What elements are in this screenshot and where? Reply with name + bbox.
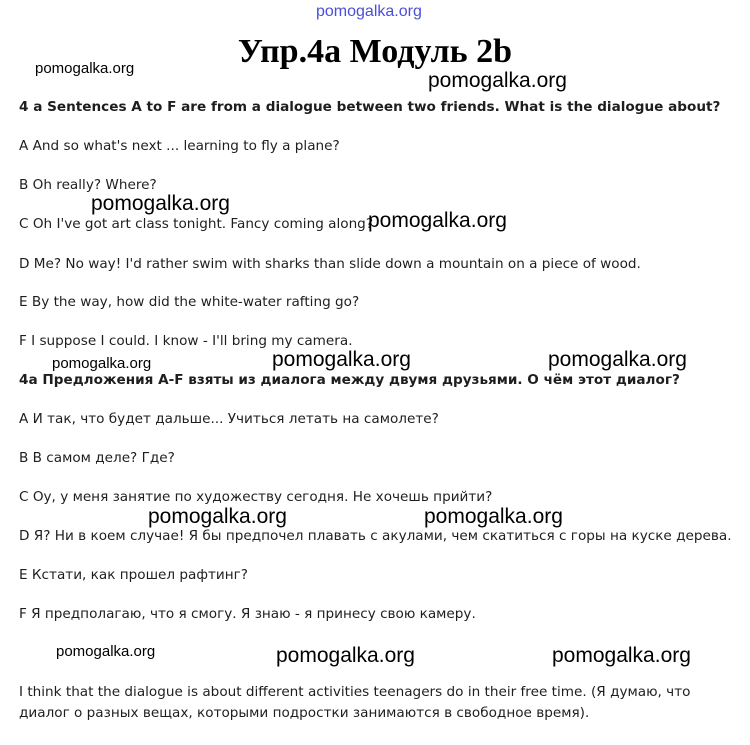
watermark: pomogalka.org (548, 348, 687, 371)
english-line-e: E By the way, how did the white-water rafting go? (19, 294, 360, 310)
english-line-c: C Oh I've got art class tonight. Fancy coming along? (19, 216, 374, 232)
russian-line-f: F Я предполагаю, что я смогу. Я знаю - я принесу свою камеру. (19, 606, 476, 622)
watermark: pomogalka.org (552, 644, 691, 667)
watermark-top: pomogalka.org (316, 3, 422, 20)
watermark: pomogalka.org (52, 355, 152, 372)
russian-line-b: B В самом деле? Где? (19, 450, 175, 466)
watermark: pomogalka.org (56, 643, 156, 660)
watermark: pomogalka.org (148, 505, 287, 528)
page-title: Упр.4а Модуль 2b (237, 33, 513, 70)
english-line-f: F I suppose I could. I know - I'll bring my camera. (19, 333, 353, 349)
russian-line-a: A И так, что будет дальше... Учиться летать на самолете? (19, 411, 439, 427)
watermark: pomogalka.org (35, 60, 135, 77)
russian-line-e: E Кстати, как прошел рафтинг? (19, 567, 248, 583)
answer-paragraph: I think that the dialogue is about different activities teenagers do in their free time. (Я думаю, что диалог о разных вещах, которыми подростки занимаются в свободное время). (19, 684, 691, 721)
watermark: pomogalka.org (276, 644, 415, 667)
watermark: pomogalka.org (424, 505, 563, 528)
russian-line-d: D Я? Ни в коем случае! Я бы предпочел плавать с акулами, чем скатиться с горы на куске дерева. (19, 528, 732, 544)
english-line-a: A And so what's next ... learning to fly a plane? (19, 138, 340, 154)
watermark: pomogalka.org (428, 69, 567, 92)
english-heading: 4 a Sentences A to F are from a dialogue between two friends. What is the dialogue about? (19, 99, 721, 115)
english-line-b: B Oh really? Where? (19, 177, 157, 193)
russian-heading: 4a Предложения A-F взяты из диалога между двумя друзьями. О чём этот диалог? (19, 372, 680, 388)
watermark: pomogalka.org (272, 348, 411, 371)
watermark: pomogalka.org (91, 192, 230, 215)
watermark: pomogalka.org (368, 209, 507, 232)
english-line-d: D Me? No way! I'd rather swim with sharks than slide down a mountain on a piece of wood. (19, 256, 641, 272)
russian-line-c: C Оу, у меня занятие по художеству сегодня. Не хочешь прийти? (19, 489, 493, 505)
